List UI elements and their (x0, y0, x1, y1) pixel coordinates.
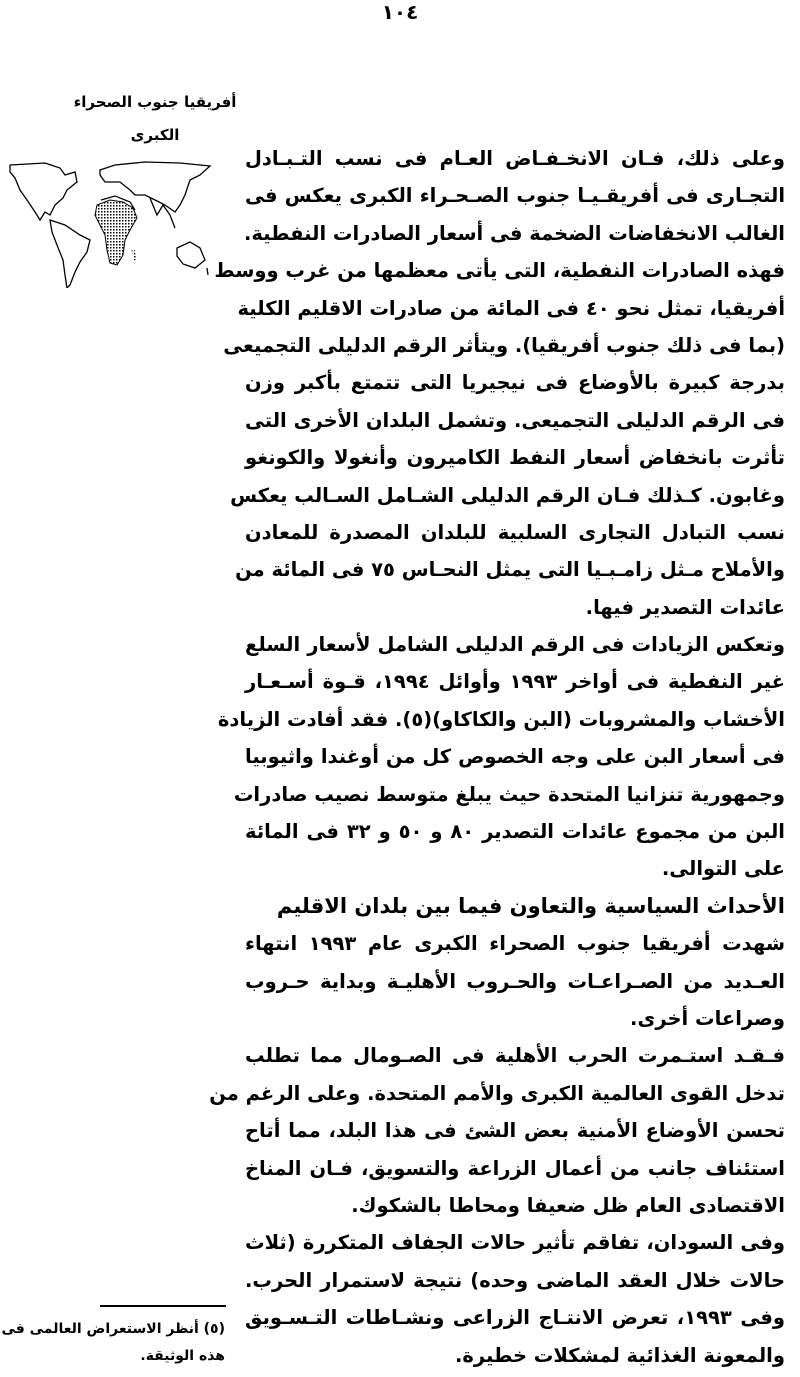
text-line: وجمهورية تنزانيا المتحدة حيث يبلغ متوسط نصيب صادرات (233, 782, 785, 806)
text-line: شهدت أفريقيا جنوب الصحراء الكبرى عام ١٩٩٣ انتهاء (245, 932, 785, 956)
text-line: فى أسعار البن على وجه الخصوص كل من أوغندا واثيوبيا (245, 745, 785, 769)
text-line: استئناف جانب من أعمال الزراعة والتسويق، فـان المناخ (245, 1156, 785, 1180)
main-text (209, 140, 785, 1374)
paragraph (214, 140, 785, 626)
footnote-divider (100, 1305, 226, 1307)
text-line: البن من مجموع عائدات التصدير ٨٠ و ٥٠ و ٣٢ فى المائة (245, 820, 785, 844)
africa-highlight (95, 200, 137, 265)
text-line: وفى ١٩٩٣، تعرض الانتـاج الزراعى ونشـاطات التـسـويق (245, 1306, 785, 1330)
text-line: فـقـد استـمرت الحرب الأهلية فى الصـومال مما تطلب (245, 1044, 785, 1068)
sidebar-title (60, 86, 250, 152)
paragraph (217, 626, 785, 888)
text-line: فهذه الصادرات النفطية، التى يأتى معظمها من غرب ووسط (214, 259, 785, 283)
world-map-icon (5, 160, 215, 288)
paragraph (245, 1224, 785, 1374)
text-line: تأثرت بانخفاض أسعار النفط الكاميرون وأنغولا والكونغو (245, 446, 785, 470)
text-line: نسب التبادل التجارى السلبية للبلدان المصدرة للمعادن (245, 520, 785, 544)
section-heading: الأحداث السياسية والتعاون فيما بين بلدان الاقليم (276, 893, 785, 918)
paragraph (209, 1037, 785, 1224)
footnote-line: (٥) أنظر الاستعراض العالمى فى (1, 1321, 225, 1337)
text-line: عائدات التصدير فيها. (585, 595, 785, 619)
text-line: والأملاح مـثل زامـبـيا التى يمثل النحـاس ٧٥ فى المائة من (235, 558, 785, 582)
text-line: الاقتصادى العام ظل ضعيفا ومحاطا بالشكوك. (351, 1193, 785, 1217)
footnote (1, 1316, 225, 1370)
text-line: فى الرقم الدليلى التجميعى. وتشمل البلدان الأخرى التى (245, 408, 785, 432)
text-line: التجـارى فى أفريقـيـا جنوب الصـحـراء الكبرى يعكس فى (245, 184, 785, 208)
paragraph (245, 925, 785, 1037)
text-line: الغالب الانخفاضات الضخمة فى أسعار الصادرات النفطية. (243, 221, 785, 245)
text-line: والمعونة الغذائية لمشكلات خطيرة. (454, 1343, 785, 1367)
text-line: وفى السودان، تفاقم تأثير حالات الجفاف المتكررة (ثلاث (245, 1231, 785, 1255)
text-line: على التوالى. (661, 857, 785, 881)
text-line: بدرجة كبيرة بالأوضاع فى نيجيريا التى تتمتع بأكبر وزن (245, 371, 785, 395)
footnote-line: هذه الوثيقة. (140, 1348, 225, 1364)
page-number: ١٠٤ (381, 0, 419, 24)
text-line: وصراعات أخرى. (630, 1006, 785, 1030)
text-line: الأخشاب والمشروبات (البن والكاكاو)(٥). فقد أفادت الزيادة (217, 707, 785, 731)
text-line: تدخل القوى العالمية الكبرى والأمم المتحدة. وعلى الرغم من (209, 1081, 785, 1105)
text-line: (بما فى ذلك جنوب أفريقيا). ويتأثر الرقم الدليلى التجميعى (223, 333, 785, 357)
text-line: حالات خلال العقد الماضى وحده) نتيجة لاستمرار الحرب. (245, 1268, 785, 1292)
text-line: العـديد من الصـراعـات والحـروب الأهليـة وبداية حـروب (245, 969, 785, 993)
text-line: أفريقيا، تمثل نحو ٤٠ فى المائة من صادرات الاقليم الكلية (237, 296, 785, 320)
text-line: غير النفطية فى أواخر ١٩٩٣ وأوائل ١٩٩٤، قـوة أسـعـار (245, 670, 785, 694)
text-line: وغابون. كـذلك فـان الرقم الدليلى الشـامل السـالب يعكس (230, 483, 785, 507)
text-line: تحسن الأوضاع الأمنية بعض الشئ فى هذا البلد، مما أتاح (245, 1119, 785, 1143)
sidebar-title-line: الكبرى (130, 126, 180, 144)
text-line: وتعكس الزيادات فى الرقم الدليلى الشامل لأسعار السلع (245, 633, 785, 657)
sidebar-title-line: أفريقيا جنوب الصحراء (73, 93, 237, 111)
text-line: وعلى ذلك، فـان الانخـفـاض العـام فى نسب التـبـادل (245, 147, 785, 170)
